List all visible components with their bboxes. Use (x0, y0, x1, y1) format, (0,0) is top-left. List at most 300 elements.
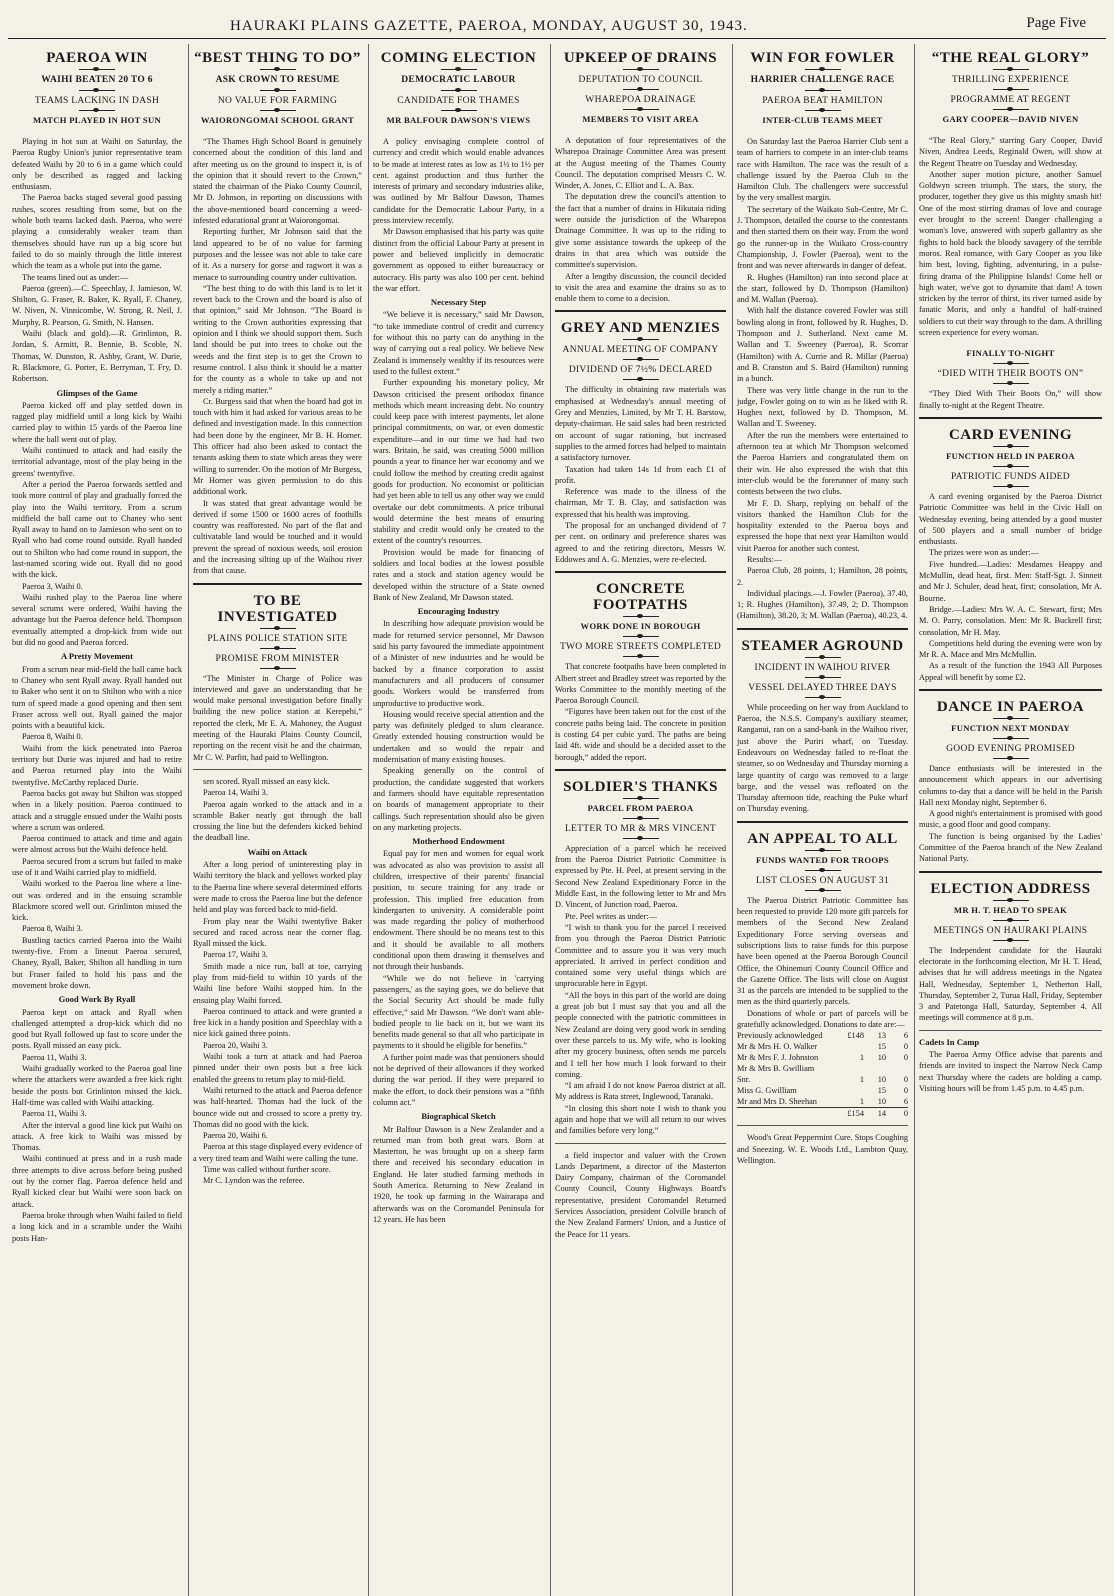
paragraph: “While we do not believe in 'carrying passengers,' as the saying goes, we do believe that the Social Security Act should be made fully effective,” said Mr Dawson. “We don't want able-bodied people to lie back on it, but we want its benefits made general so that all who participate in payments to it should be eligible for benefits.” (373, 973, 544, 1051)
deck: FUNDS WANTED FOR TROOPS (756, 854, 889, 865)
article-body (373, 848, 544, 1108)
deck-rule (260, 110, 296, 111)
deck-rule (993, 920, 1029, 921)
article-body (555, 661, 726, 763)
paragraph: That concrete footpaths have been completed in Albert street and Bradley street was reported by the Works Committee to the monthly meeting of the Paeroa Borough Council. (555, 662, 726, 706)
amount-d: 0 (903, 1086, 908, 1096)
deck: GARY COOPER—DAVID NIVEN (942, 114, 1079, 124)
deck: “DIED WITH THEIR BOOTS ON” (937, 369, 1084, 380)
headline-steamer-aground: STEAMER AGROUND (741, 637, 904, 654)
article-body (737, 895, 908, 1031)
headline-win-fowler: WIN FOR FOWLER (750, 50, 895, 66)
masthead (8, 12, 1106, 39)
masthead-title: HAURAKI PLAINS GAZETTE, PAEROA, MONDAY, AUGUST 30, 1943. (230, 18, 748, 34)
deck: THRILLING EXPERIENCE (951, 75, 1070, 85)
paragraph: Five hundred.—Ladies: Mesdames Heappy and McMullin, dead heat, first. Men: Staff-Sgt. J. Sinnett and Mr J. Schuler, dead heat, first; consolation, Mr A. Bourne. (919, 559, 1102, 603)
page-number: Page Five (1026, 15, 1086, 31)
paragraph: Paeroa continued to attack and time and again were almost across but the Waihi defence held. (12, 834, 182, 855)
headline-best-thing: “BEST THING TO DO” (194, 50, 361, 66)
deck-rule (623, 818, 659, 819)
deck-rule (993, 383, 1029, 384)
paragraph: A good night's entertainment is promised with good music, a good floor and good company. (919, 809, 1102, 830)
paragraph: Housing would receive special attention and the party was definitely pledged to slum clearance. Greatly extended housing construction would be undertaken and so would the repair and modernisation of many existing houses. (373, 709, 544, 765)
deck-rule (623, 379, 659, 380)
paragraph: “Figures have been taken out for the cost of the concrete paths being laid. The concrete in position is costing £4 per cubic yard. The paths are being laid 4ft. wide and should be a decided asset to the borough,” added the report. (555, 707, 726, 762)
total-d: 0 (886, 1108, 908, 1120)
deck-rule (993, 89, 1029, 90)
donor-name: Mr & Mrs B. Gwilliam (737, 1064, 815, 1074)
subhead: Necessary Step (430, 297, 487, 308)
paragraph: Paeroa 17, Waihi 3. (203, 950, 268, 960)
headline-rule (805, 850, 841, 851)
headline-soldiers-thanks: SOLDIER'S THANKS (563, 778, 718, 795)
deck: DEMOCRATIC LABOUR (401, 75, 516, 85)
paragraph: The proposal for an unchanged dividend of 7 per cent. on ordinary and preference shares was agreed to and the retiring directors, Messrs W. Eddowes and A. G. Menzies, were re-elected. (555, 521, 726, 564)
headline-rule (993, 446, 1029, 447)
total-l: £154 (842, 1108, 864, 1120)
donation-row (737, 1096, 908, 1108)
subhead: Cadets In Camp (919, 1036, 980, 1047)
deck-rule (623, 838, 659, 839)
deck: WORK DONE IN BOROUGH (580, 621, 701, 632)
donation-total-row (737, 1108, 908, 1120)
donor-name: Mr & Mrs F. J. Johnston (737, 1053, 819, 1063)
paragraph: In describing how adequate provision would be made for returned service personnel, Mr Dawson said his party favoured the immediate appointment of a Minister of new industries and he would be backed by a finance corporation to assist manufacturers and all producers of consumer goods. Workers would be transferred from unproductive to productive work. (373, 619, 544, 708)
paragraph: Waihi continued at press and in a rush made three attempts to dive across before being pushed out by the corner flag. Paeroa defence held and Ryall kicked clear but Waihi were soon back on attack. (12, 1154, 182, 1209)
headline-election-address: ELECTION ADDRESS (930, 880, 1091, 897)
paragraph: “I am afraid I do not know Paeroa district at all. My address is Rata street, Inglewood, Taranaki. (555, 1081, 726, 1102)
article-body (555, 384, 726, 565)
deck: TEAMS LACKING IN DASH (34, 96, 160, 106)
donation-row (737, 1041, 908, 1052)
paragraph: Waihi worked to the Paeroa line where a line-out was ordered and in the ensuing scramble Blackmore scored well out. Grinlinton missed the kick. (12, 879, 182, 923)
paragraph: The Paeroa backs staged several good passing rushes, scores resulting from some, but on the whole both teams lacked dash. Paeroa, who were playing a considerably weaker team than themselves should have run up a big score but failed to do so mainly through the little interest which the team as a whole put into the game. (12, 193, 182, 271)
deck: PARCEL FROM PAEROA (587, 802, 694, 813)
paragraph: The Paeroa District Patriotic Committee has been requested to provide 120 more gift parcels for members of the Second New Zealand Expeditionary Force serving overseas and subscriptions lists to raise funds for this purpose have been opened at the Paeroa Borough Council Office, the Ohinemuri County Council Office and the Gazette Office. The lists will close on August 31 as the parcels are intended to be supplied to the men as the third quarterly parcels. (737, 895, 908, 1007)
amount-d (886, 1063, 908, 1074)
deck-rule (993, 363, 1029, 364)
paragraph: “We believe it is necessary,” said Mr Dawson, “to take immediate control of credit and currency for without this no party can do anything in the way of carrying out a real policy. We believe New Zealand is immensely wealthy if its resources were used to the fullest extent.” (373, 310, 544, 376)
paragraph: Paeroa 11, Waihi 3. (22, 1052, 87, 1062)
article-body (919, 491, 1102, 683)
paragraph: Paeroa 8, Waihi 3. (22, 924, 83, 934)
donor-name: Miss G. Gwilliam (737, 1086, 797, 1096)
subhead: Encouraging Industry (417, 606, 500, 617)
paragraph: Reporting further, Mr Johnson said that the land appeared to be of no value for farming purposes and the lessee was not able to take care of it. As a nursery for gorse and ragwort it was a menace to surrounding country under cultivation. (193, 227, 362, 282)
paragraph: The difficulty in obtaining raw materials was emphasised at Wednesday's annual meeting of Grey and Menzies, Limited, by Mr T. H. Barstow, deputy-chairman. He said sales had been restricted on account of sugar rationing, but increased supplies to the armed forces had helped to maintain a satisfactory turnover. (555, 385, 726, 463)
paragraph: After a period the Paeroa forwards settled and took more control of play and gradually forced the play into the Waihi territory. From a scrum midfield the ball came out to Chaney who sent Ryall away to hand on to Jamieson who sent on to Ryall who had come round outside. Ryall handed out to Shilton who had come round in support, the last-named scoring wide out. Ryall did no good with the kick. (12, 479, 182, 580)
deck-rule (805, 90, 841, 91)
article-divider (555, 1143, 726, 1144)
deck: CANDIDATE FOR THAMES (397, 96, 520, 106)
amount-d: 6 (903, 1031, 908, 1041)
article-divider (919, 689, 1102, 693)
article-body (373, 136, 544, 294)
paragraph: From a scrum near mid-field the ball came back to Chaney who sent Ryall away. Ryall handed out to Baker who sent it on to Shilton who with a nice turn of speed made a good opening and then sent Fraser across well out. Ryall gained the major points with a beautiful kick. (12, 664, 182, 731)
paragraph: Dance enthusiasts will be interested in the announcement which appears in our advertising columns to-day that a dance will be held in the Parish Hall next Monday night, September 6. (919, 763, 1102, 807)
paragraph: A further point made was that pensioners should not be deprived of their allowances if they worked during the war period. If they were prepared to make the effort, to dock their pensions was a “fifth column act.” (373, 1052, 544, 1107)
article-body (373, 1124, 544, 1226)
paragraph: Waihi from the kick penetrated into Paeroa territory but Durie was injured and had to retire and Paeroa returned play into the Waihi twentyfive. McCarthy replaced Durie. (12, 743, 182, 787)
paragraph: While proceeding on her way from Auckland to Paeroa, the N.S.S. Company's auxiliary steamer, Ranganui, ran on a sand-bank in the Waihou river, just above the Puriri wharf, on Tuesday. Endeavours on Wednesday failed to re-float the steamer, so on Wednesday and Thursday morning a large quantity of cargo was removed to a large barge, and the vessel was refloated on the Thursday afternoon tide, reaching the Puke wharf on Thursday evening. (737, 702, 908, 814)
subhead: Motherhood Endowment (412, 836, 505, 847)
deck: ANNUAL MEETING OF COMPANY (562, 345, 719, 356)
subhead: Biographical Sketch (421, 1111, 496, 1122)
paragraph: Paeroa Club, 28 points, 1; Hamilton, 28 points, 2. (737, 566, 908, 587)
paragraph: Cr. Burgess said that when the board had got in touch with him it had asked for various areas to be defined and investigation made. In this connection had been done by the engineer, Mr B. H. Horner. This officer had also been asked to contact the tenants asking them to state which areas they were willing to surrender. On the motion of Mr Burgess, Mr Horner was given permission to do this additional work. (193, 396, 362, 497)
paragraph: Waihi took a turn at attack and had Paeroa pinned under their own posts but a free kick enabled the greens to return play to mid-field. (193, 1052, 362, 1084)
article-divider (555, 571, 726, 575)
paragraph: Reference was made to the illness of the chairman, Mr T. B. Clay, and satisfaction was expressed that his health was improving. (555, 487, 726, 519)
paragraph: From play near the Waihi twentyfive Baker secured and raced across near the corner flag. Ryall missed the kick. (193, 916, 362, 949)
deck-rule (805, 110, 841, 111)
article-body (919, 135, 1102, 338)
paragraph: Waihi returned to the attack and Paeroa defence was half-hearted. Thomas had the luck of the bounce wide out and crossed to score a pretty try. Thomas did no good with the kick. (193, 1085, 362, 1129)
article-body (737, 136, 908, 622)
article-divider (737, 821, 908, 825)
paragraph: Paeroa 14, Waihi 3. (203, 788, 268, 798)
paragraph: With half the distance covered Fowler was still bowling along in front, followed by R. Hughes, D. Thompson and J. Sutherland. Next came M. Wallan and T. Sweeney (Paeroa), R. Scorrar (Hamilton) with A. Currie and R. Millar (Paeroa) and B. Cranston and S. Baird (Hamilton) running in a bunch. (737, 306, 908, 384)
headline-card-evening: CARD EVENING (948, 426, 1073, 443)
article-body (373, 309, 544, 603)
paragraph: Paeroa 3, Waihi 0. (22, 581, 83, 591)
paragraph: On Saturday last the Paeroa Harrier Club sent a team of harriers to compete in an inter-club teams race with Hamilton. The race was the result of a challenge issued by the Paeroa Club to the Hamilton Club. The challengers were successful by the very smallest margin. (737, 137, 908, 203)
deck: GOOD EVENING PROMISED (946, 743, 1075, 754)
amount-l: 1 (859, 1053, 864, 1063)
paragraph: “All the boys in this part of the world are doing a great job but I must say that you and all the people connected with the patriotic committees in New Zealand are doing very good work in sending over these parcels to us. My wife, who is looking after my grocery business, often sends me parcels and I tell her how much I look forward to their coming. (555, 990, 726, 1079)
paragraph: Competitions held during the evening were won by Mr R. A. Mace and Mrs McMullin. (919, 638, 1102, 660)
article-divider (193, 583, 362, 587)
article-divider (555, 769, 726, 773)
paragraph: Paeroa secured from a scrum but failed to make use of it and Waihi carried play to midfield. (12, 856, 182, 877)
amount-l: £148 (847, 1031, 864, 1041)
deck: ASK CROWN TO RESUME (215, 75, 340, 85)
amount-d: 0 (903, 1042, 908, 1052)
deck: FUNCTION HELD IN PAEROA (946, 450, 1075, 461)
subhead: Good Work By Ryall (58, 994, 136, 1005)
column-1 (8, 44, 186, 1596)
article-divider (919, 1030, 1102, 1031)
deck-rule (805, 697, 841, 698)
paragraph: Speaking generally on the control of production, the candidate suggested that workers and farmers should have equitable representation on boards of management appropriate to their callings. Such representation should also be given on any marketing projects. (373, 766, 544, 832)
headline-rule (805, 69, 841, 70)
deck: FINALLY TO-NIGHT (966, 348, 1055, 359)
paragraph: Smith made a nice run, ball at toe, carrying play from mid-field to within 10 yards of the Waihi line before Waihi stopped him. In the ensuing play Waihi forced. (193, 961, 362, 1005)
headline-rule (260, 628, 296, 629)
paragraph: The Independent candidate for the Hauraki electorate in the forthcoming election, Mr H. T. Head, advises that he will address meetings in the Ngatea Hall, Wednesday, September 1, Netherton Hall, Thursday, September 2, Turua Hall, Friday, September 3 and Patetonga Hall, Saturday, September 4. All meetings will commence at 8 p.m. (919, 945, 1102, 1023)
headline-grey-menzies: GREY AND MENZIES (560, 320, 721, 337)
deck: INTER-CLUB TEAMS MEET (762, 115, 883, 125)
deck-rule (993, 466, 1029, 467)
deck: PROMISE FROM MINISTER (215, 653, 340, 664)
article-body (555, 843, 726, 1137)
paragraph: Paeroa again worked to the attack and in a scramble Baker nearly got through the ball crossing the line but the defenders kicked behind the deadball line. (193, 799, 362, 843)
amount-s (864, 1063, 886, 1074)
article-body (737, 702, 908, 815)
article-body (919, 945, 1102, 1024)
deck: LETTER TO MR & MRS VINCENT (564, 823, 717, 834)
deck: VESSEL DELAYED THREE DAYS (748, 682, 897, 693)
deck-rule (623, 89, 659, 90)
column-2 (188, 44, 366, 1596)
amount-s: 10 (877, 1075, 886, 1085)
paragraph: Paeroa kept on attack and Ryall when challenged attempted a drop-kick which did no good but Ryall followed up fast to score under the posts. Ryall missed an easy pick. (12, 1007, 182, 1051)
column-3 (368, 44, 548, 1596)
paragraph: Waihi (black and gold).—R. Grinlinton, R. Jordan, S. Armitt, R. Bennie, B. Scoble, N. Thomas, W. Dunston, R. Ashby, Grant, W. Durie, R. Blackmore, G. Porter, E. Berryman, T. Fry, D. Robertson. (12, 329, 182, 384)
article-body (12, 400, 182, 649)
donation-row (737, 1030, 908, 1041)
amount-s: 15 (877, 1086, 886, 1096)
paragraph: The deputation drew the council's attention to the fact that a number of drains in Hikutaia riding were outside the jurisdiction of the Wharepoa Drainage Committee. It was up to the riding to give some assistance towards the upkeep of the drains in that area which was outside the committee's supervision. (555, 192, 726, 270)
donation-row (737, 1074, 908, 1085)
deck: FUNCTION NEXT MONDAY (951, 722, 1070, 733)
deck: NO VALUE FOR FARMING (217, 96, 338, 106)
total-s: 14 (864, 1108, 886, 1120)
subhead: Glimpses of the Game (56, 387, 138, 398)
paragraph: After the run the members were entertained to afternoon tea at which Mr Thompson welcomed the Paeroa Harriers and congratulated them on their win. He also expressed the wish that this inter-club would be the forerunner of many such contests between the two clubs. (737, 430, 908, 497)
headline-investigated: TO BE INVESTIGATED (217, 592, 338, 625)
paragraph: The secretary of the Waikato Sub-Centre, Mr C. J. Thompson, detailed the course to the contestants and then started them on their way. From the word go the runner-up in the Waikato Cross-country Championship, J. Fowler (Paeroa), went to the front and was never afterwards in danger of defeat. (737, 204, 908, 271)
paragraph: Paeroa kicked off and play settled down in ragged play midfield until a long kick by Waihi carried play to within 15 yards of the Paeroa line where the ball went out of play. (12, 400, 182, 444)
article-divider (737, 628, 908, 632)
advertisement: Wood's Great Peppermint Cure. Stops Coughing and Sneezing. W. E. Woods Ltd., Lambton Quay, Wellington. (737, 1133, 908, 1165)
deck: INCIDENT IN WAIHOU RIVER (754, 662, 891, 673)
paragraph: A policy envisaging complete control of currency and credit which would enable advances to be made at interest rates as low as 1½ to 1½ per cent. against production and thus further the interests of primary and secondary industries alike, was outlined by Mr Balfour Dawson, Thames candidate for the Democratic Labour Party, in a press interview recently. (373, 137, 544, 226)
paragraph: Paeroa continued to attack and were granted a free kick in a handy position and Speechlay with a nice kick gained three points. (193, 1006, 362, 1039)
paragraph: As a result of the function the 1943 All Purposes Appeal will benefit by some £2. (919, 661, 1102, 682)
deck: PLAINS POLICE STATION SITE (207, 633, 348, 644)
headline-appeal: AN APPEAL TO ALL (747, 830, 898, 847)
donation-row (737, 1063, 908, 1074)
article-body (373, 618, 544, 833)
headline-rule (623, 339, 659, 340)
paragraph: “The Real Glory,” starring Gary Cooper, David Niven, Andrea Leeds, Reginald Owen, will show at the Regent Theatre on Tuesday and Wednesday. (919, 136, 1102, 168)
paragraph: Bridge.—Ladies: Mrs W. A. C. Stewart, first; Mrs M. O. Parry, consolation. Men: Mr R. Buckrell first; consolation, Mr H. May. (919, 604, 1102, 637)
deck: MATCH PLAYED IN HOT SUN (32, 115, 162, 125)
paragraph: Playing in hot sun at Waihi on Saturday, the Paeroa Rugby Union's junior representative team defeated Waihi by 20 to 6 in a game which could only be described as ragged and lacking enthusiasm. (12, 137, 182, 192)
paragraph: Paeroa 20, Waihi 3. (203, 1040, 268, 1050)
column-5 (732, 44, 912, 1596)
donor-name: Previously acknowledged (737, 1031, 823, 1041)
paragraph: After a lengthy discussion, the council decided to visit the area and examine the drains so as to enable them to come to a decision. (555, 271, 726, 304)
paragraph: Donations of whole or part of parcels will be gratefully acknowledged. Donations to date are:— (737, 1008, 908, 1029)
paragraph: The Paeroa Army Office advise that parents and friends are invited to inspect the Narrow Neck Camp next Thursday where the cadets are holding a camp. Visiting hours will be from 1.45 p.m. to 4.45 p.m. (919, 1050, 1102, 1093)
headline-rule (623, 798, 659, 799)
article-body (12, 1007, 182, 1244)
paragraph: The prizes were won as under:— (929, 548, 1039, 558)
headline-rule (623, 616, 659, 617)
article-body (919, 1049, 1102, 1094)
paragraph: After the interval a good line kick put Waihi on attack. A free kick to Waihi was missed by Thomas. (12, 1120, 182, 1153)
headline-upkeep-drains: UPKEEP OF DRAINS (563, 50, 718, 66)
deck-rule (623, 656, 659, 657)
paragraph: The function is being organised by the Ladies' Committee of the Paeroa branch of the New Zealand National Party. (919, 831, 1102, 864)
paragraph: Taxation had taken 14s 1d from each £1 of profit. (555, 464, 726, 485)
deck: DIVIDEND OF 7½% DECLARED (568, 365, 713, 376)
amount-s: 10 (877, 1053, 886, 1063)
total-label-cell (737, 1108, 842, 1120)
donor-name: Snr. (737, 1075, 751, 1085)
deck-rule (79, 110, 115, 111)
deck-rule (993, 486, 1029, 487)
paragraph: Mr F. D. Sharp, replying on behalf of the visitors thanked the Hamilton Club for the hospitality extended to the Paeroa boys and expressed the hope that next year Hamilton would visit Paeroa for another such contest. (737, 498, 908, 553)
paragraph: Further expounding his monetary policy, Mr Dawson criticised the present orthodox finance methods which meant increasing debt. No country could keep pace with interest payments, let alone principal commitments, on war, or even domestic expenditure—and in our time we had had two wars. Britain, he said, was creating 5000 million pounds a year to finance her war economy and we could follow the method by creating credit against goods for production. No economist or politician had yet been able to tell us any other way we could overtake our debt commitments. A price tribunal would determine the best means of ensuring stability and credit would only be created to the extent of the country's resources. (373, 378, 544, 546)
amount-s: 15 (877, 1042, 886, 1052)
article-body (919, 763, 1102, 865)
article-divider (555, 310, 726, 314)
amount-l (842, 1063, 864, 1074)
deck-rule (805, 677, 841, 678)
paragraph: The teams lined out as under:— (22, 272, 129, 282)
deck-rule (805, 870, 841, 871)
paragraph: Paeroa (green).—C. Speechlay, J. Jamieson, W. Shilton, G. Fraser, R. Baker, K. Ryall, F. Chaney, W. Niven, N. Vinnicombe, W. Strong, R. Neil, J. Murphy, R. Pearson, G. Smith, N. Hansen. (12, 283, 182, 327)
headline-rule (623, 69, 659, 70)
article-body (193, 859, 362, 1187)
deck: MEETINGS ON HAURAKI PLAINS (933, 925, 1088, 936)
deck-rule (993, 109, 1029, 110)
subhead: Waihi on Attack (247, 846, 308, 857)
paragraph: “The Thames High School Board is genuinely concerned about the condition of this land and after meeting us on the ground to inspect it, is of the opinion that it should revert to the Crown,” stated the chairman of the Piako County Council, Mr D. Johnson, in reporting on discussions with the above-mentioned board concerning a weed-infested educational grant at Waiorongomai. (193, 137, 362, 226)
paragraph: A card evening organised by the Paeroa District Patriotic Committee was held in the Civic Hall on Wednesday evening, being attended by a good muster of 500 players and a small number of bridge enthusiasts. (919, 491, 1102, 547)
deck-rule (805, 890, 841, 891)
article-divider (193, 769, 362, 770)
deck: PAEROA BEAT HAMILTON (762, 96, 883, 106)
deck: TWO MORE STREETS COMPLETED (559, 642, 722, 653)
article-body (193, 673, 362, 763)
donation-row (737, 1052, 908, 1063)
deck-rule (441, 90, 477, 91)
deck-rule (623, 636, 659, 637)
amount-l (842, 1041, 864, 1052)
headline-real-glory: “THE REAL GLORY” (931, 50, 1090, 66)
article-body (555, 135, 726, 304)
amount-l: 1 (859, 1097, 864, 1107)
paragraph: “The Minister in Charge of Police was interviewed and gave an understanding that he would make personal investigation before finally building the new police station at Kerepehi,” reported the clerk, Mr E. A. Mahoney, the August meeting of the Hauraki Plains County Council, reporting on the recent visit he and the chairman, Mr C. W. Parfitt, had paid to Wellington. (193, 673, 362, 762)
headline-rule (993, 69, 1029, 70)
donation-row (737, 1085, 908, 1096)
deck: MR BALFOUR DAWSON'S VIEWS (386, 115, 531, 125)
deck: LIST CLOSES ON AUGUST 31 (755, 875, 889, 886)
paragraph: Paeroa 8, Waihi 0. (22, 732, 83, 742)
headline-coming-election: COMING ELECTION (380, 50, 537, 66)
article-body (12, 664, 182, 992)
paragraph: sen scored. Ryall missed an easy kick. (203, 776, 330, 786)
paragraph: A deputation of four representatives of the Wharepoa Drainage Committee Area was present at the August meeting of the Thames County Council. The deputation comprised Messrs C. W. Winder, A. Jones, C. Elliot and L. A. Bax. (555, 136, 726, 191)
amount-l (842, 1085, 864, 1096)
column-6 (914, 44, 1106, 1596)
article-body (12, 136, 182, 385)
article-body (555, 1150, 726, 1240)
paragraph: Appreciation of a parcel which he received from the Paeroa District Patriotic Committee is expressed by Pte. H. Peel, at present serving in the Second New Zealand Expeditionary Force in the Middle East, in the following letter to Mr and Mrs D. Vincent, of Junction road, Paeroa. (555, 843, 726, 910)
paragraph: Waihi rushed play to the Paeroa line where several scrums were ordered, Waihi having the advantage but the Paeroa defence held. Thompson eventually attempted a drop-kick from wide out but did no good and Paeroa forced. (12, 592, 182, 648)
amount-l: 1 (859, 1075, 864, 1085)
headline-concrete-footpaths: CONCRETE FOOTPATHS (593, 581, 688, 614)
deck: WAIORONGOMAI SCHOOL GRANT (200, 115, 355, 125)
paragraph: a field inspector and valuer with the Crown Lands Department, a director of the Masterton Dairy Company, chairman of the Coromandel County Council, County Highways Board's representative, president Coromandel Returned Services Association, president Colville branch of the New Zealand Farmers' Union, and a Justice of the Peace for 11 years. (555, 1150, 726, 1239)
paragraph: Provision would be made for financing of soldiers and local bodies at the lowest possible rates and a stock and station agency would be developed within the structure of a State owned Bank of New Zealand, Mr Dawson stated. (373, 547, 544, 602)
paragraph: R. Hughes (Hamilton) ran into second place at the start, followed by D. Thompson (Hamilton) and M. Wallan (Paeroa). (737, 272, 908, 305)
deck: PROGRAMME AT REGENT (950, 95, 1071, 105)
deck-rule (260, 90, 296, 91)
article-divider (919, 417, 1102, 421)
headline-rule (79, 69, 115, 70)
paragraph: It was stated that great advantage would be derived if some 1500 or 1600 acres of foothills country was reafforested. No part of the flat and cultivatable land would be touched and it would prevent the spread of noxious weeds, soil erosion and the increasing silting up of the Waihou river from that cause. (193, 498, 362, 576)
donations-table (737, 1030, 908, 1119)
deck: MR H. T. HEAD TO SPEAK (953, 904, 1068, 915)
headline-dance: DANCE IN PAEROA (936, 698, 1085, 715)
column-4 (550, 44, 730, 1596)
paragraph: Mr Dawson emphasised that his party was quite distinct from the official Labour Party at present in power and believed implicitly in democratic government as opposed to either bureaucracy or autocracy. His party was also 100 per cent. behind the war effort. (373, 227, 544, 293)
deck-rule (260, 648, 296, 649)
deck: DEPUTATION TO COUNCIL (578, 75, 703, 85)
deck: HARRIER CHALLENGE RACE (750, 75, 895, 85)
paragraph: Mr Balfour Dawson is a New Zealander and a returned man from both great wars. Born at Masterton, he was brought up on a sheep farm there and received his secondary education in England. He later studied farming methods in South America. Returning to New Zealand in 1920, he took up farming in the Wairarapa and afterwards was on the Coromandel Peninsula for 12 years. He has been (373, 1124, 544, 1224)
headline-paeroa-win: PAEROA WIN (46, 50, 148, 66)
paragraph: “The best thing to do with this land is to let it revert back to the Crown and the board is also of that opinion,” said Mr Johnson. “The Board is writing to the Crown authorities expressing that opinion and I think we should support them. Such land should be put into trees to choke out the weeds and the first step is to get the Crown to resume control. I also think it should be a matter for the county as a whole to take up and not merely a riding matter.” (193, 283, 362, 395)
amount-d: 0 (903, 1053, 908, 1063)
amount-d: 6 (903, 1097, 908, 1107)
headline-rule (805, 657, 841, 658)
deck-rule (441, 110, 477, 111)
amount-d: 0 (903, 1075, 908, 1085)
paragraph: Paeroa broke through when Waihi failed to field a long kick and in a scramble under the Waihi posts Han- (12, 1210, 182, 1243)
paragraph: Time was called without further score. (203, 1165, 331, 1175)
donor-name: Mr and Mrs D. Sheehan (737, 1097, 817, 1107)
paragraph: Waihi continued to attack and had easily the territorial advantage, most of the play being in the greens' twentyfive. (12, 446, 182, 478)
deck: WHAREPOA DRAINAGE (585, 95, 696, 105)
deck-rule (993, 758, 1029, 759)
article-body (919, 388, 1102, 411)
article-divider (919, 871, 1102, 875)
paragraph: “In closing this short note I wish to thank you again and hope that we will all return to our wives and families before very long.” (555, 1103, 726, 1136)
article-divider (737, 1125, 908, 1126)
deck: MEMBERS TO VISIT AREA (582, 114, 699, 124)
headline-rule (993, 718, 1029, 719)
paragraph: Equal pay for men and women for equal work was advocated as also was provision to assist all children, irrespective of their parents' financial position, to secure training for any trade or profession. This implied free education from kindergarten to university. A considerable point was made regarding the policy of motherhood endowment. There should be no means test to this and it should be available to all mothers conditional upon them drawing it themselves and not through their husbands. (373, 849, 544, 972)
deck-rule (623, 359, 659, 360)
donor-name: Mr & Mrs H. O. Walker (737, 1042, 818, 1052)
paragraph: Results:— (747, 554, 783, 564)
headline-rule (993, 900, 1029, 901)
paragraph: Paeroa 11, Waihi 3. (22, 1109, 87, 1119)
headline-rule (441, 69, 477, 70)
paragraph: Waihi gradually worked to the Paeroa goal line where the attackers were awarded a free kick right beside the posts but Grinlinton missed the kick. Half-time was called with Waihi attacking. (12, 1064, 182, 1107)
deck-rule (993, 738, 1029, 739)
paragraph: Mr C. Lyndon was the referee. (203, 1176, 305, 1186)
deck-rule (260, 668, 296, 669)
deck-rule (79, 90, 115, 91)
subhead: A Pretty Movement (61, 651, 133, 662)
deck-rule (623, 109, 659, 110)
paragraph: Paeroa backs got away but Shilton was stopped when in a likely position. Paeroa continued to attack and a struggle ensued under the Waihi posts where a scrum was ordered. (12, 788, 182, 832)
amount-s: 10 (877, 1097, 886, 1107)
paragraph: Pte. Peel writes as under:— (565, 911, 657, 921)
paragraph: Paeroa 20, Waihi 6. (203, 1131, 268, 1141)
deck: WAIHI BEATEN 20 TO 6 (41, 75, 153, 85)
deck: PATRIOTIC FUNDS AIDED (951, 471, 1070, 482)
paragraph: Paeroa at this stage displayed every evidence of a very tired team and Waihi were calling the tune. (193, 1142, 362, 1163)
amount-s: 13 (877, 1031, 886, 1041)
paragraph: Another super motion picture, another Samuel Goldwyn screen triumph. The stars, the story, the producer, together they give us this mighty smash hit! One of the most stirring dramas of love and courage ever brought to the screen! Danger challenging a woman's love, answered with superb gallantry as she fights to hold back the bloody savagery of the terrible moros. Real romance, with Gary Cooper as you like him best, loving, fighting, adventuring, in a pulse-firing drama of the Philippine Islands! Come hell or high water, we've got to dynamite that dam! A town stricken by the terror of thirst, its river turned aside by fanatic Moris, and only a handful of half-trained soldiers to cut their way through to the dam. A thrilling screen experience for every woman. (919, 169, 1102, 338)
deck-rule (993, 940, 1029, 941)
article-body (193, 776, 362, 844)
paragraph: “I wish to thank you for the parcel I received from you through the Paeroa District Patriotic Committee and to assure you it was very much appreciated. It arrived in perfect condition and contained some very useful things which are unprocurable here in Egypt. (555, 922, 726, 989)
paragraph: There was very little change in the run to the judge, Fowler going on to win as he liked with R. Hughes next, followed by D. Thompson, M. Wallan and T. Sweeney. (737, 385, 908, 429)
paragraph: “They Died With Their Boots On,” will show finally to-night at the Regent Theatre. (919, 389, 1102, 410)
headline-rule (260, 69, 296, 70)
paragraph: Individual placings.—J. Fowler (Paeroa), 37.40, 1; R. Hughes (Hamilton), 37.49, 2; D. Thompson (Hamilton), 38.20, 3; M. Wallan (Paeroa), 40.23, 4. (737, 588, 908, 621)
paragraph: Bustling tactics carried Paeroa into the Waihi twenty-five. From a lineout Paeroa secured, Chaney, Ryall, Baker, Shilton all handling in turn but Fraser failed to hold his pass and the movement broke down. (12, 935, 182, 990)
